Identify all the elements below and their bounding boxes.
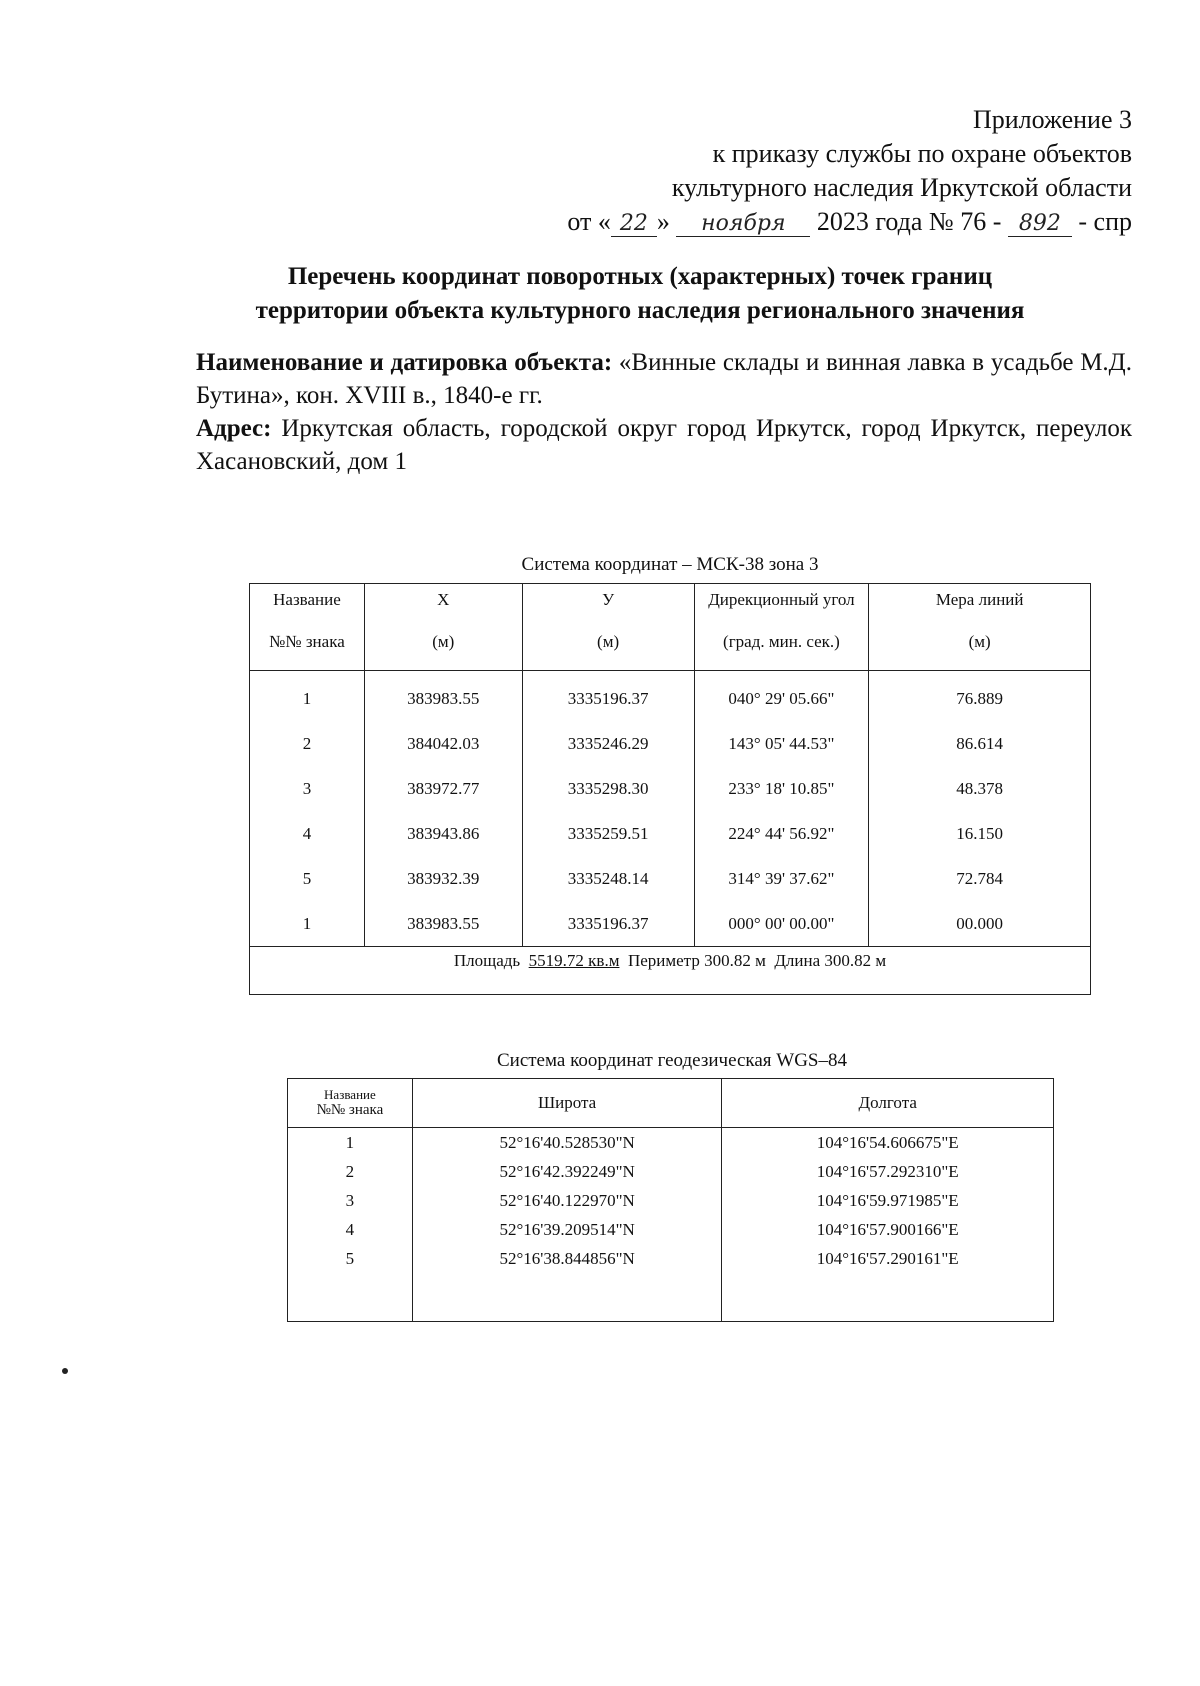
table-row xyxy=(250,721,1091,766)
appendix-line-3: культурного наследия Иркутской области xyxy=(671,173,1132,202)
object-address-label: Адрес: xyxy=(196,415,272,442)
order-month-handwritten: ноября xyxy=(676,212,810,237)
table-row xyxy=(288,1186,1054,1215)
table-row xyxy=(250,766,1091,811)
order-number-handwritten: 892 xyxy=(1008,212,1072,237)
table-cell: 1 xyxy=(250,671,365,722)
order-day-handwritten: 22 xyxy=(611,212,657,237)
object-name-value: «Винные склады и винная лавка в усадьбе М.Д. Бутина», кон. XVIII в., 1840-е гг. xyxy=(196,349,1132,409)
order-year-text: 2023 года № 76 - xyxy=(816,207,1002,236)
table-cell: 000° 00' 00.00" xyxy=(694,901,869,947)
table-cell: 383972.77 xyxy=(364,766,522,811)
table-cell: 104°16'57.290161"E xyxy=(722,1244,1054,1273)
appendix-order-line xyxy=(432,205,1132,239)
table1-summary-row xyxy=(250,947,1091,995)
table2-caption: Система координат геодезическая WGS–84 xyxy=(496,1050,847,1071)
table-cell: 233° 18' 10.85" xyxy=(694,766,869,811)
table-cell: 3335298.30 xyxy=(522,766,694,811)
table1-header-length: Мера линий (м) xyxy=(869,584,1091,671)
table-row xyxy=(288,1157,1054,1186)
table-cell: 384042.03 xyxy=(364,721,522,766)
table1-caption: Система координат – МСК-38 зона 3 xyxy=(521,554,819,575)
scan-speck xyxy=(62,1368,68,1374)
table-cell: 314° 39' 37.62" xyxy=(694,856,869,901)
object-address-value: Иркутская область, городской округ город Иркутск, город Иркутск, переулок Хасановский, дом 1 xyxy=(196,415,1132,475)
table1-header-angle: Дирекционный угол (град. мин. сек.) xyxy=(694,584,869,671)
table-row xyxy=(250,901,1091,947)
table-cell: 104°16'57.900166"E xyxy=(722,1215,1054,1244)
table-cell: 104°16'57.292310"E xyxy=(722,1157,1054,1186)
order-day-close: » xyxy=(656,207,670,236)
table1-summary-cell xyxy=(250,947,1091,995)
order-from-prefix: от « xyxy=(567,207,611,236)
table-cell: 2 xyxy=(288,1157,413,1186)
table-cell: 3335196.37 xyxy=(522,901,694,947)
perimeter-text: Периметр 300.82 м xyxy=(627,951,766,970)
table1-header-name: Название №№ знака xyxy=(250,584,365,671)
table2-header-lat: Широта xyxy=(412,1079,722,1128)
table-cell: 143° 05' 44.53" xyxy=(694,721,869,766)
table-cell: 52°16'39.209514"N xyxy=(412,1215,722,1244)
object-name-label: Наименование и датировка объекта: xyxy=(196,349,613,376)
table-cell: 76.889 xyxy=(869,671,1091,722)
table-cell: 104°16'59.971985"E xyxy=(722,1186,1054,1215)
table-row xyxy=(250,856,1091,901)
table-cell: 52°16'38.844856"N xyxy=(412,1244,722,1273)
table-cell: 72.784 xyxy=(869,856,1091,901)
table1-header-row xyxy=(250,584,1091,671)
msk-coordinates-table xyxy=(249,583,1091,995)
appendix-line-2: к приказу службы по охране объектов xyxy=(712,139,1132,168)
table-cell: 383983.55 xyxy=(364,671,522,722)
table1-header-x: X (м) xyxy=(364,584,522,671)
table-row xyxy=(250,671,1091,722)
table-cell: 86.614 xyxy=(869,721,1091,766)
order-suffix: - спр xyxy=(1078,207,1132,236)
table-cell: 52°16'40.528530"N xyxy=(412,1128,722,1158)
table-row xyxy=(288,1244,1054,1273)
document-title xyxy=(150,260,1130,328)
object-name-paragraph xyxy=(196,346,1132,412)
table2-header-name: Название №№ знака xyxy=(288,1079,413,1128)
title-line-2: территории объекта культурного наследия регионального значения xyxy=(255,297,1025,324)
table2-header-row xyxy=(288,1079,1054,1128)
table-row xyxy=(288,1128,1054,1158)
table-cell: 16.150 xyxy=(869,811,1091,856)
table-cell: 040° 29' 05.66" xyxy=(694,671,869,722)
table-cell: 3 xyxy=(288,1186,413,1215)
object-address-paragraph xyxy=(196,412,1132,478)
table-row-empty xyxy=(288,1273,1054,1322)
table-cell: 3335246.29 xyxy=(522,721,694,766)
table-cell: 48.378 xyxy=(869,766,1091,811)
table-cell: 1 xyxy=(288,1128,413,1158)
length-text: Длина 300.82 м xyxy=(774,951,887,970)
table-cell: 52°16'42.392249"N xyxy=(412,1157,722,1186)
table-cell: 2 xyxy=(250,721,365,766)
table-cell: 3335248.14 xyxy=(522,856,694,901)
area-label: Площадь xyxy=(453,951,521,970)
appendix-line-1: Приложение 3 xyxy=(972,105,1132,134)
table-cell: 3335196.37 xyxy=(522,671,694,722)
table-cell: 00.000 xyxy=(869,901,1091,947)
table-cell: 3335259.51 xyxy=(522,811,694,856)
table-cell: 4 xyxy=(288,1215,413,1244)
object-info xyxy=(196,346,1132,478)
table-cell: 383932.39 xyxy=(364,856,522,901)
area-value: 5519.72 кв.м xyxy=(528,951,620,970)
table-row xyxy=(288,1215,1054,1244)
table1-header-y: У (м) xyxy=(522,584,694,671)
table-cell: 1 xyxy=(250,901,365,947)
appendix-header xyxy=(432,103,1132,239)
table-row xyxy=(250,811,1091,856)
table2-header-lon: Долгота xyxy=(722,1079,1054,1128)
table-cell: 3 xyxy=(250,766,365,811)
table-cell: 104°16'54.606675"E xyxy=(722,1128,1054,1158)
table-cell: 224° 44' 56.92" xyxy=(694,811,869,856)
table-cell: 52°16'40.122970"N xyxy=(412,1186,722,1215)
table-cell: 5 xyxy=(250,856,365,901)
table-cell: 5 xyxy=(288,1244,413,1273)
title-line-1: Перечень координат поворотных (характерных) точек границ xyxy=(287,263,993,290)
table-cell: 383943.86 xyxy=(364,811,522,856)
wgs84-coordinates-table xyxy=(287,1078,1054,1322)
table-cell: 383983.55 xyxy=(364,901,522,947)
table-cell: 4 xyxy=(250,811,365,856)
